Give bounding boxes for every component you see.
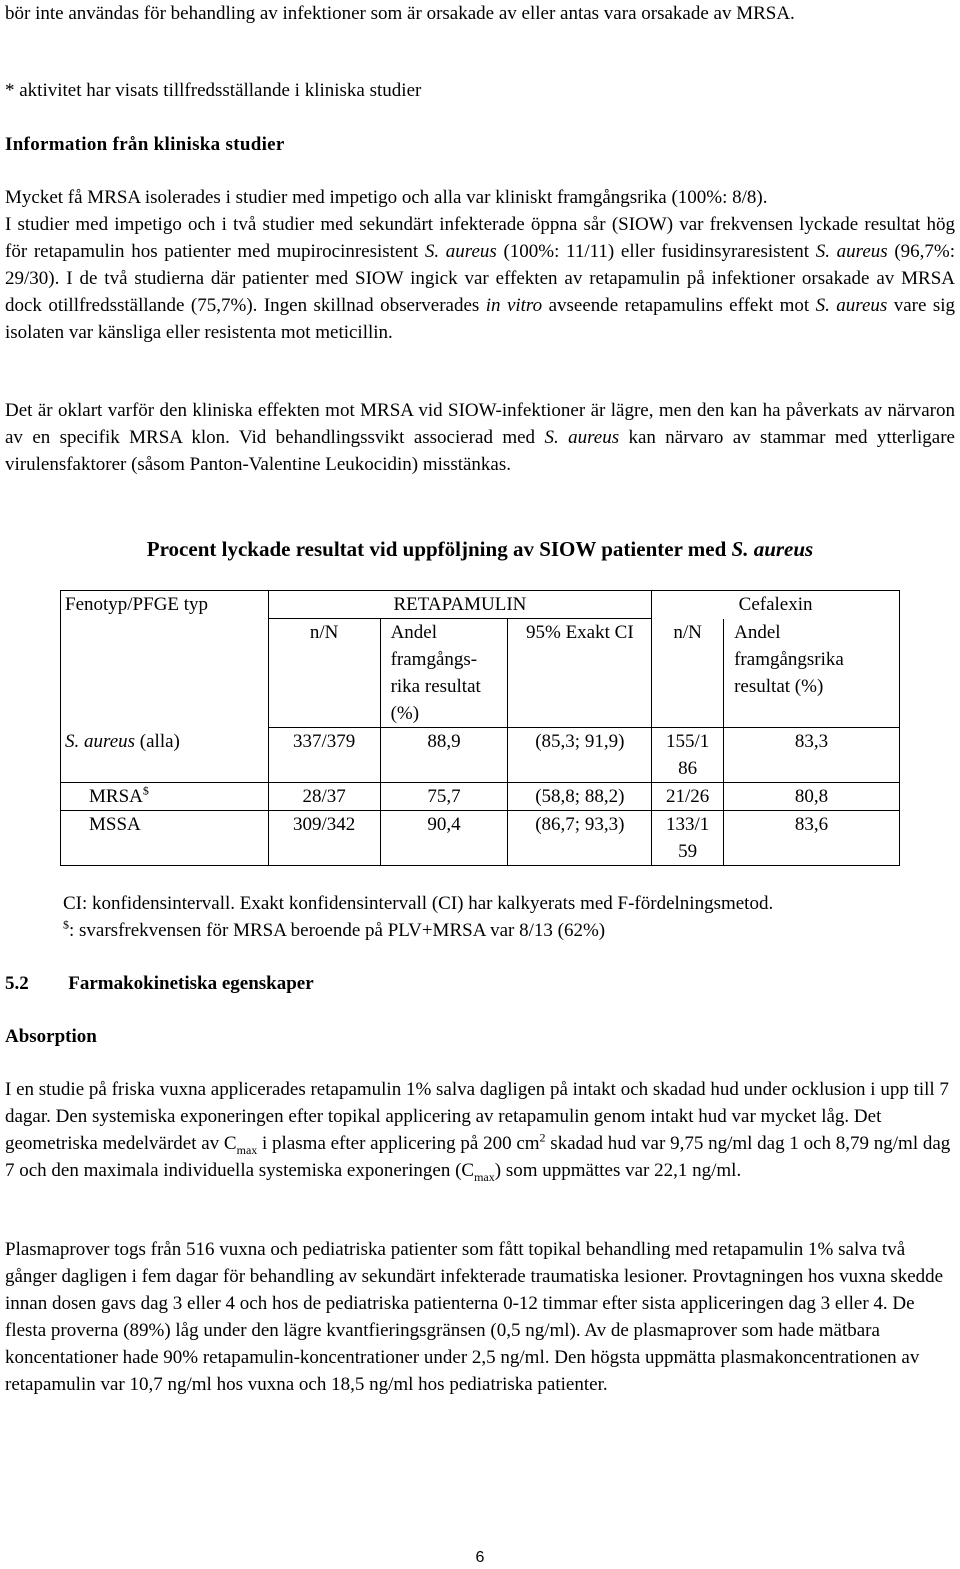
section-heading-clinical: Information från kliniska studier: [5, 134, 285, 155]
intro-text: [5, 0, 955, 27]
text: Mycket få MRSA isolerades i studier med impetigo och alla var kliniskt framgångsrika (100%: 8/8).: [5, 187, 768, 208]
text: skadad hud var 9,75 ng/ml dag 1 och 8,79 ng/ml dag 7 och den maximala individuella systemiska exponeringen (C: [5, 1133, 951, 1181]
cell-nn: 309/342: [268, 811, 380, 866]
text: Det är oklart varför den kliniska effekten mot MRSA vid SIOW-infektioner är lägre, men den kan ha påverkats av närvaron av en specifik MRSA klon. Vid behandlingssvikt associerad med: [5, 400, 955, 448]
absorption-paragraph-2: Plasmaprover togs från 516 vuxna och pediatriska patienter som fått topikal behandling med retapamulin 1% salva två gånger dagligen i fem dagar för behandling av sekundärt infekterade traumatiska lesioner. Provtagningen hos vuxna skedde innan dosen gavs dag 3 eller 4 och hos de pediatriska patienterna 0-12 timmar efter sista appliceringen dag 3 eller 4. De flesta proverna (89%) låg under den lägre kvantfieringsgränsen (0,5 ng/ml). Av de plasmaprover som hade mätbara koncentationer hade 90% retapamulin-koncentrationer under 2,5 ng/ml. Den högsta uppmätta plasmakoncentrationen av retapamulin var 10,7 ng/ml hos vuxna och 18,5 ng/ml hos pediatriska patienter.: [5, 1239, 944, 1395]
cell-nn2: 155/1 86: [652, 728, 724, 783]
cell-nn2: 133/1 59: [652, 811, 724, 866]
clinical-paragraph-1: [5, 184, 955, 346]
cell-ci: (58,8; 88,2): [508, 783, 652, 811]
row-label: [61, 728, 269, 783]
header-andel2: Andel framgångsrika resultat (%): [724, 619, 900, 728]
text: vare sig isolaten var känsliga eller resistenta mot meticillin.: [5, 295, 956, 343]
table-row: [61, 811, 900, 866]
cell-andel: 90,4: [380, 811, 508, 866]
header-cefalexin: Cefalexin: [652, 591, 900, 619]
row-label-text: MSSA: [89, 814, 141, 835]
absorption-paragraph-1: [5, 1076, 955, 1184]
row-label-text: (alla): [135, 730, 180, 752]
header-retapamulin: RETAPAMULIN: [268, 591, 651, 619]
cell-andel: 88,9: [380, 728, 508, 783]
italic-species: S. aureus: [815, 241, 888, 262]
italic-species: S. aureus: [424, 241, 497, 262]
text: i plasma efter applicering på 200 cm: [257, 1133, 540, 1154]
cell-andel2: 83,6: [724, 811, 900, 866]
header-ci: 95% Exakt CI: [508, 619, 652, 728]
text: ) som uppmättes var 22,1 ng/ml.: [494, 1160, 742, 1181]
section-title: Farmakokinetiska egenskaper: [68, 973, 314, 994]
header-nn2: n/N: [652, 619, 724, 728]
header-fenotyp: Fenotyp/PFGE typ: [61, 591, 269, 728]
table-title: [5, 536, 955, 563]
table-header-row-1: [61, 591, 900, 619]
table-title-italic: S. aureus: [731, 537, 814, 561]
cell-nn: 337/379: [268, 728, 380, 783]
italic-species: S. aureus: [815, 295, 888, 316]
cell-andel2: 80,8: [724, 783, 900, 811]
text: (100%: 11/11) eller fusidinsyraresistent: [503, 241, 810, 262]
dollar-sup: $: [63, 917, 69, 932]
cell-ci: (85,3; 91,9): [508, 728, 652, 783]
cell-andel2: 83,3: [724, 728, 900, 783]
section-number: 5.2: [5, 973, 29, 994]
table-row: [61, 728, 900, 783]
cell-ci: (86,7; 93,3): [508, 811, 652, 866]
italic-species: S. aureus: [544, 427, 620, 448]
row-label-text: MRSA: [89, 786, 143, 807]
table-note-ci: CI: konfidensintervall. Exakt konfidensintervall (CI) har kalkyerats med F-fördelningsmetod.: [63, 893, 774, 914]
text: I de två studierna där patienter med SIOW ingick var effekten av retapamulin på infektioner orsakade av MRSA dock otillfredsställande (75,7%). Ingen skillnad observerades: [5, 268, 956, 316]
results-table: [60, 590, 900, 866]
page-number: 6: [475, 1549, 485, 1566]
row-label-italic: S. aureus: [65, 730, 136, 752]
italic-in-vitro: in vitro: [485, 295, 543, 316]
table-note-dollar: [63, 917, 953, 944]
table-title-text: Procent lyckade resultat vid uppföljning av SIOW patienter med: [146, 537, 727, 561]
cell-nn: 28/37: [268, 783, 380, 811]
row-label-sup: $: [142, 783, 149, 798]
text: (96,7%: 29/30).: [5, 241, 956, 289]
header-nn: n/N: [268, 619, 380, 728]
table-row: [61, 783, 900, 811]
clinical-paragraph-2: [5, 397, 955, 478]
intro-line: bör inte användas för behandling av infektioner som är orsakade av eller antas vara orsakade av MRSA.: [5, 3, 795, 24]
sup-2: 2: [539, 1130, 546, 1145]
text: kan närvaro av stammar med ytterligare virulensfaktorer (såsom Panton-Valentine Leukocidin) misstänkas.: [5, 427, 955, 475]
cell-andel: 75,7: [380, 783, 508, 811]
text: I studier med impetigo och i två studier med sekundärt infekterade öppna sår (SIOW) var frekvensen lyckade resultat hög för retapamulin hos patienter med mupirocinresistent: [5, 214, 955, 262]
sub-max: max: [474, 1169, 495, 1184]
text: : svarsfrekvensen för MRSA beroende på PLV+MRSA var 8/13 (62%): [69, 920, 606, 941]
sub-max: max: [236, 1142, 258, 1157]
subheading-absorption: Absorption: [5, 1026, 97, 1047]
row-label: [61, 811, 269, 866]
section-5-2-heading: [5, 970, 955, 997]
row-label: [61, 783, 269, 811]
text: I en studie på friska vuxna applicerades retapamulin 1% salva dagligen på intakt och skadad hud under ocklusion i upp till 7 dagar. Den systemiska exponeringen efter topikal applicering av retapamulin genom intakt hud var mycket låg. Det geometriska medelvärdet av C: [5, 1079, 949, 1154]
cell-nn2: 21/26: [652, 783, 724, 811]
text: avseende retapamulins effekt mot: [548, 295, 810, 316]
header-andel: Andel framgångs- rika resultat (%): [380, 619, 508, 728]
footnote-star: * aktivitet har visats tillfredsställande i kliniska studier: [5, 80, 422, 101]
